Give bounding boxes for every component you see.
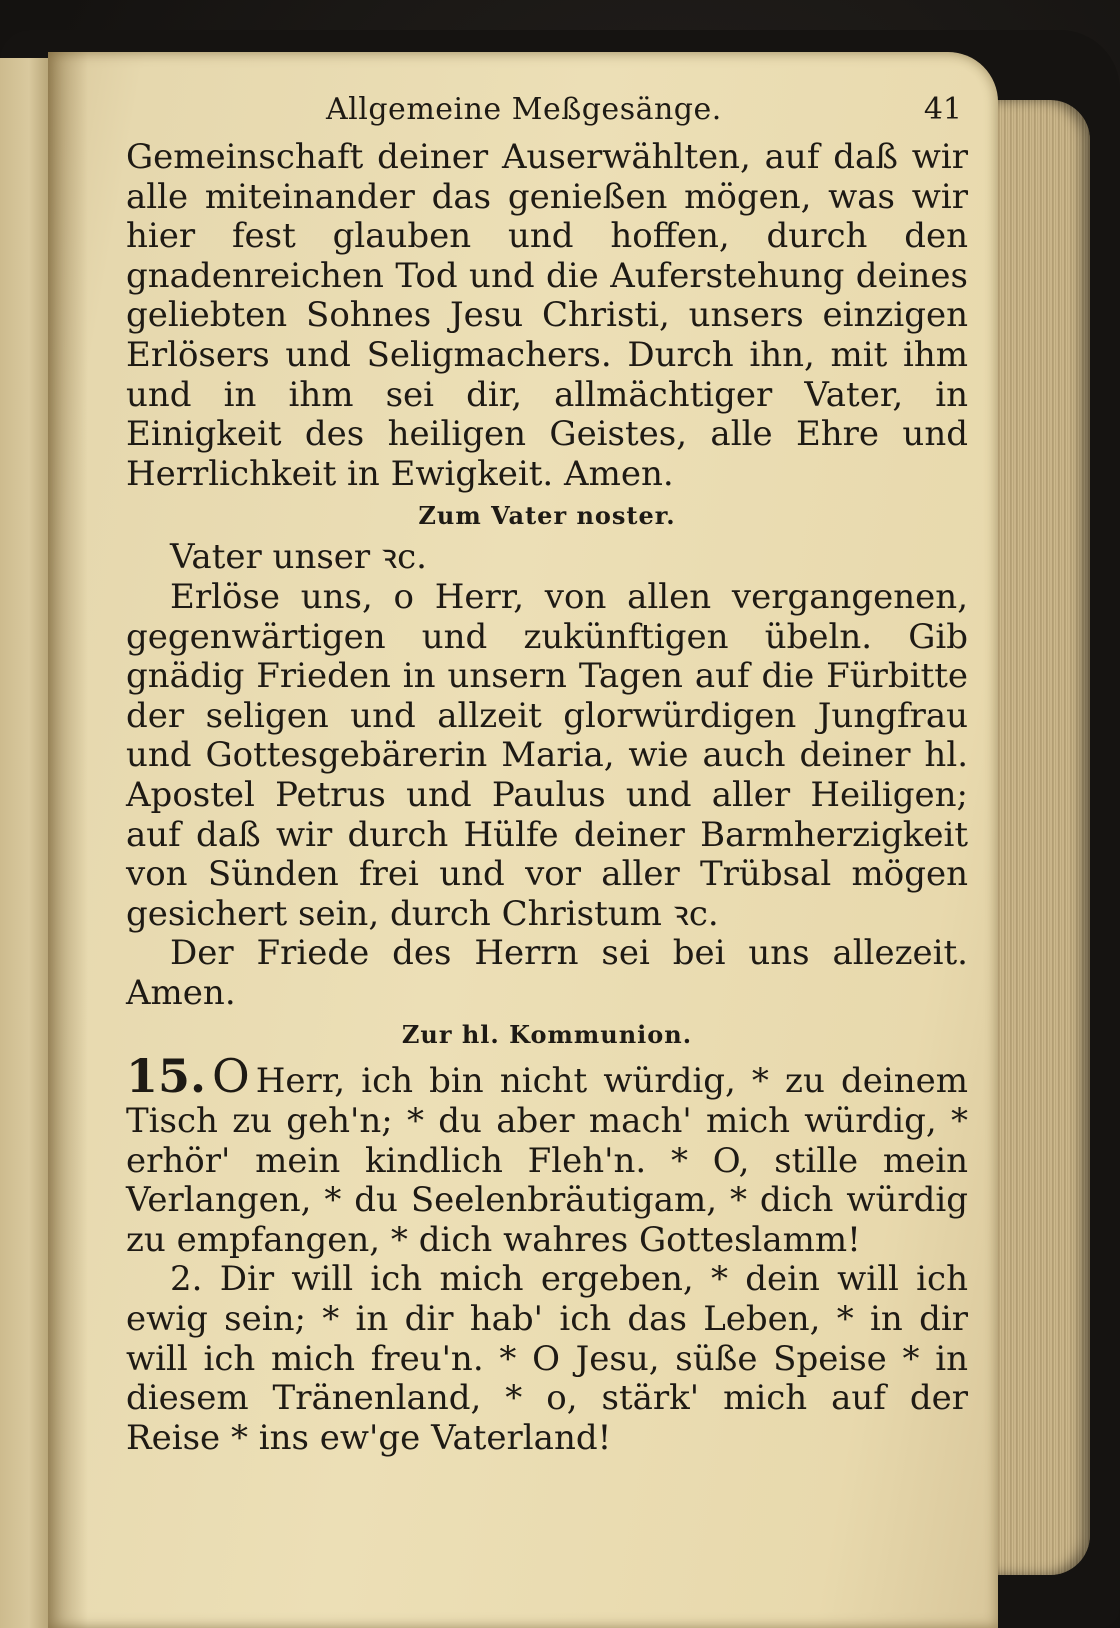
hymn-number: 15. (126, 1049, 207, 1104)
paragraph-vater-unser: Vater unser ꝛc. (170, 537, 427, 578)
paragraph-prayer: Gemeinschaft deiner Auserwählten, auf daß wir alle miteinander das genießen mögen, was wir hier fest glauben und hoffen, durch den gnadenreichen Tod und die Auferstehung deines geliebten Sohnes Jesu Christi, unsers einzigen Erlösers und Seligmachers. Durch ihn, mit ihm und in ihm sei dir, allmächtiger Vater, in Einigkeit des heiligen Geistes, alle Ehre und Herrlichkeit in Ewigkeit. Amen. (126, 137, 968, 494)
text-block (126, 92, 968, 1458)
running-head (126, 92, 968, 138)
hymn-verse-1 (126, 1049, 968, 1260)
spine-shadow (48, 52, 88, 1628)
paragraph-friede: Der Friede des Herrn sei bei uns allezeit. Amen. (126, 933, 968, 1013)
hymn-verse-1-text: Herr, ich bin nicht würdig, * zu deinem Tisch zu geh'n; * du aber mach' mich würdig, * erhör' mein kindlich Fleh'n. * O, stille mein Verlangen, * du Seelenbräutigam, * dich würdig zu empfangen, * dich wahres Gotteslamm! (126, 1061, 968, 1260)
page-number: 41 (923, 92, 962, 127)
page-edge-stack (990, 100, 1090, 1575)
book-page (48, 52, 998, 1628)
heading-kommunion: Zur hl. Kommunion. (401, 1020, 693, 1050)
running-title: Allgemeine Meßgesänge. (326, 92, 722, 127)
heading-pater-noster: Zum Vater noster. (418, 501, 676, 531)
paragraph-erloese-uns: Erlöse uns, o Herr, von allen vergangenen, gegenwärtigen und zukünftigen übeln. Gib gnädig Frieden in unsern Tagen auf die Fürbitte der seligen und allzeit glorwürdigen Jungfrau und Gottesgebärerin Maria, wie auch deiner hl. Apostel Petrus und Paulus und aller Heiligen; auf daß wir durch Hülfe deiner Barmherzigkeit von Sünden frei und vor aller Trübsal mögen gesichert sein, durch Christum ꝛc. (126, 576, 968, 934)
hymn-verse-2: 2. Dir will ich mich ergeben, * dein will ich ewig sein; * in dir hab' ich das Leben, * in dir will ich mich freu'n. * O Jesu, süße Speise * in diesem Tränenland, * o, stärk' mich auf der Reise * ins ew'ge Vaterland! (126, 1259, 968, 1458)
left-page-edge (0, 58, 50, 1628)
hymn-initial: O (212, 1049, 250, 1104)
